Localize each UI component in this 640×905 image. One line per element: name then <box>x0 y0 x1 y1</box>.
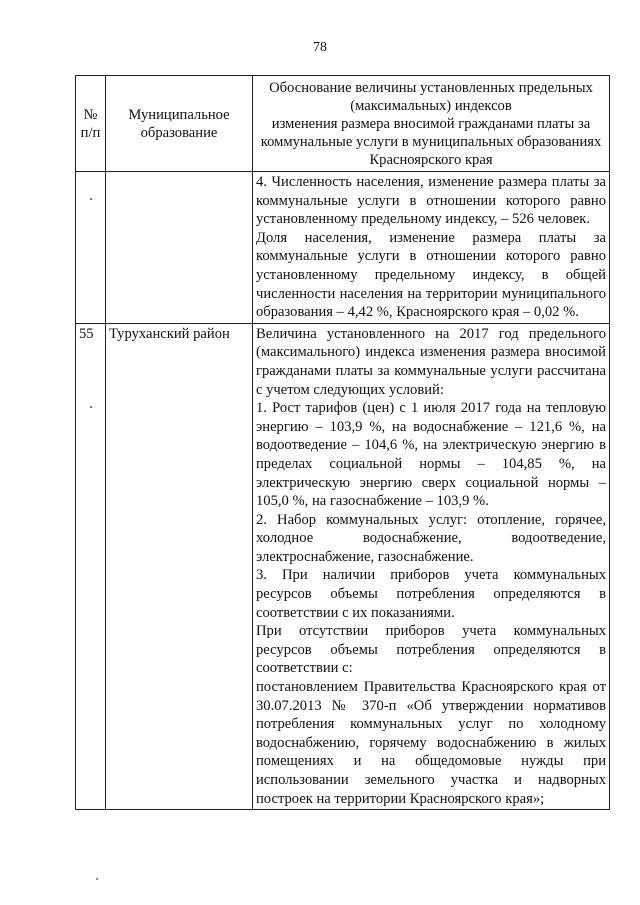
scan-dot <box>96 878 98 880</box>
scan-dot <box>90 406 92 408</box>
table-row <box>76 323 610 809</box>
row-municipality-cell <box>106 172 253 324</box>
paragraph: 2. Набор коммунальных услуг: отопление, горячее, холодное водоснабжение, водоотведение, электроснабжение, газоснабжение. <box>256 511 606 565</box>
header-justification: Обоснование величины установленных предельных (максимальных) индексов изменения размера вносимой гражданами платы за коммунальные услуги в муниципальных образованиях Красноярского края <box>253 76 610 172</box>
paragraph: 4. Численность населения, изменение размера платы за коммунальные услуги в отношении которого равно установленному предельному индексу, – 526 человек. <box>256 174 606 228</box>
table-header-row <box>76 76 610 172</box>
paragraph: При отсутствии приборов учета коммунальных ресурсов объемы потребления определяются в соответствии с: <box>256 623 606 677</box>
row-justification-cell <box>253 172 610 324</box>
paragraph: 1. Рост тарифов (цен) с 1 июля 2017 года на тепловую энергию – 103,9 %, на водоснабжение – 121,6 %, на водоотведение – 104,6 %, на электрическую энергию в пределах социальной нормы – 104,85 %, на электрическую энергию сверх социальной нормы – 105,0 %, на газоснабжение – 103,9 %. <box>256 400 606 510</box>
table-row <box>76 172 610 324</box>
row-justification-cell <box>253 323 610 809</box>
paragraph: 3. При наличии приборов учета коммунальных ресурсов объемы потребления определяются в соответствии с их показаниями. <box>256 567 606 621</box>
header-municipality: Муниципальное образование <box>106 76 253 172</box>
paragraph: Доля населения, изменение размера платы за коммунальные услуги в отношении которого равно установленному предельному индексу, в общей численности населения на территории муниципального образования – 4,42 %, Красноярского края – 0,02 %. <box>256 229 606 321</box>
paragraph: Величина установленного на 2017 год предельного (максимального) индекса изменения размера вносимой гражданами платы за коммунальные услуги рассчитана с учетом следующих условий: <box>256 325 606 398</box>
municipal-index-table <box>75 75 610 810</box>
row-municipality-cell: Туруханский район <box>106 323 253 809</box>
scan-dot <box>90 198 92 200</box>
header-number: № п/п <box>76 76 106 172</box>
row-number-cell <box>76 172 106 324</box>
row-number-cell: 55 <box>76 323 106 809</box>
page-number: 78 <box>313 40 327 55</box>
paragraph: постановлением Правительства Красноярского края от 30.07.2013 № 370-п «Об утверждении нормативов потребления коммунальных услуг по холодному водоснабжению, горячему водоснабжению в жилых помещениях и на общедомовые нужды при использовании земельного участка и надворных построек на территории Красноярского края»; <box>256 679 606 807</box>
